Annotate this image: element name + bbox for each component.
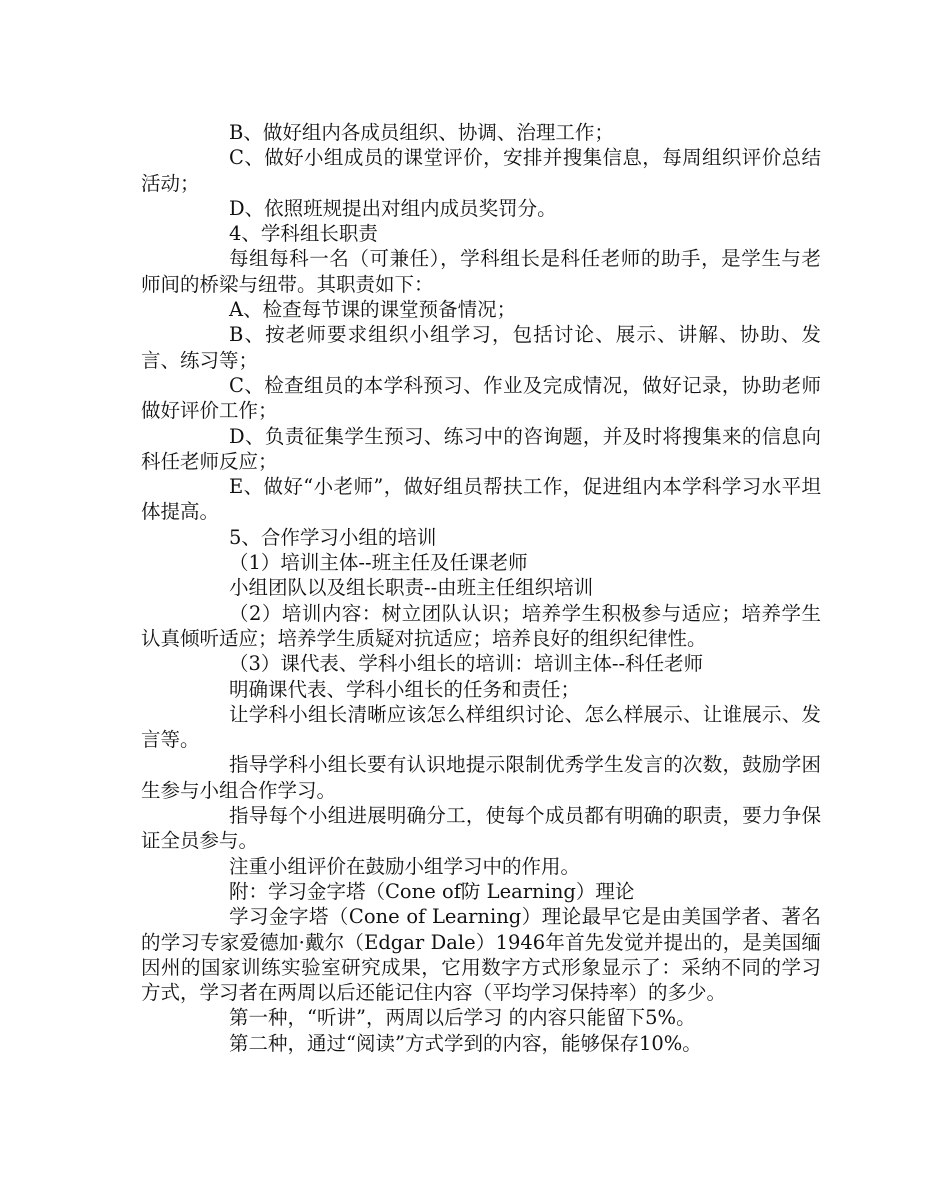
paragraph: B、做好组内各成员组织、协调、治理工作；	[229, 121, 614, 144]
paragraph: C、做好小组成员的课堂评价，安排并搜集信息，每周组织评价总结活动；	[141, 146, 821, 195]
paragraph: （2）培训内容：树立团队认识；培养学生积极参与适应；培养学生认真倾听适应；培养学生质疑对抗适应；培养良好的组织纪律性。	[141, 601, 821, 650]
paragraph: 学习金字塔（Cone of Learning）理论最早它是由美国学者、著名的学习专家爱德加·戴尔（Edgar Dale）1946年首先发觉并提出的，是美国缅因州的国家训练实验室研究成果，它用数字方式形象显示了：采纳不同的学习方式，学习者在两周以后还能记住内容（平均学习保持率）的多少。	[141, 905, 821, 1005]
section-heading: 5、合作学习小组的培训	[229, 525, 437, 549]
paragraph: 第二种，通过“阅读”方式学到的内容，能够保存10%。	[229, 1031, 702, 1055]
paragraph: 每组每科一名（可兼任），学科组长是科任老师的助手，是学生与老师间的桥梁与纽带。其职责如下：	[141, 247, 821, 296]
paragraph: 指导每个小组进展明确分工，使每个成员都有明确的职责，要力争保证全员参与。	[141, 804, 821, 853]
paragraph: 第一种，“听讲”，两周以后学习 的内容只能留下5%。	[229, 1006, 696, 1030]
paragraph: D、依照班规提出对组内成员奖罚分。	[229, 196, 557, 220]
paragraph: C、检查组员的本学科预习、作业及完成情况，做好记录，协助老师做好评价工作；	[141, 373, 821, 423]
paragraph: （3）课代表、学科小组长的培训：培训主体--科任老师	[229, 652, 704, 676]
paragraph: 明确课代表、学科小组长的任务和责任；	[229, 677, 581, 701]
paragraph: 指导学科小组长要有认识地提示限制优秀学生发言的次数，鼓励学困生参与小组合作学习。	[141, 753, 821, 802]
paragraph: 小组团队以及组长职责--由班主任组织培训	[229, 576, 594, 600]
document-body	[141, 120, 821, 1056]
paragraph: （1）培训主体--班主任及任课老师	[229, 551, 528, 575]
paragraph: E、做好“小老师”，做好组员帮扶工作，促进组内本学科学习水平坦体提高。	[141, 475, 821, 524]
paragraph: A、检查每节课的课堂预备情况；	[229, 298, 517, 322]
appendix-heading: 附：学习金字塔（Cone of防 Learning）理论	[229, 879, 635, 903]
paragraph: 注重小组评价在鼓励小组学习中的作用。	[229, 854, 581, 878]
paragraph: 让学科小组长清晰应该怎么样组织讨论、怎么样展示、让谁展示、发言等。	[141, 702, 821, 752]
section-heading: 4、学科组长职责	[229, 222, 378, 246]
paragraph: B、按老师要求组织小组学习，包括讨论、展示、讲解、协助、发言、练习等；	[141, 323, 821, 372]
paragraph: D、负责征集学生预习、练习中的咨询题，并及时将搜集来的信息向科任老师反应；	[141, 424, 821, 473]
